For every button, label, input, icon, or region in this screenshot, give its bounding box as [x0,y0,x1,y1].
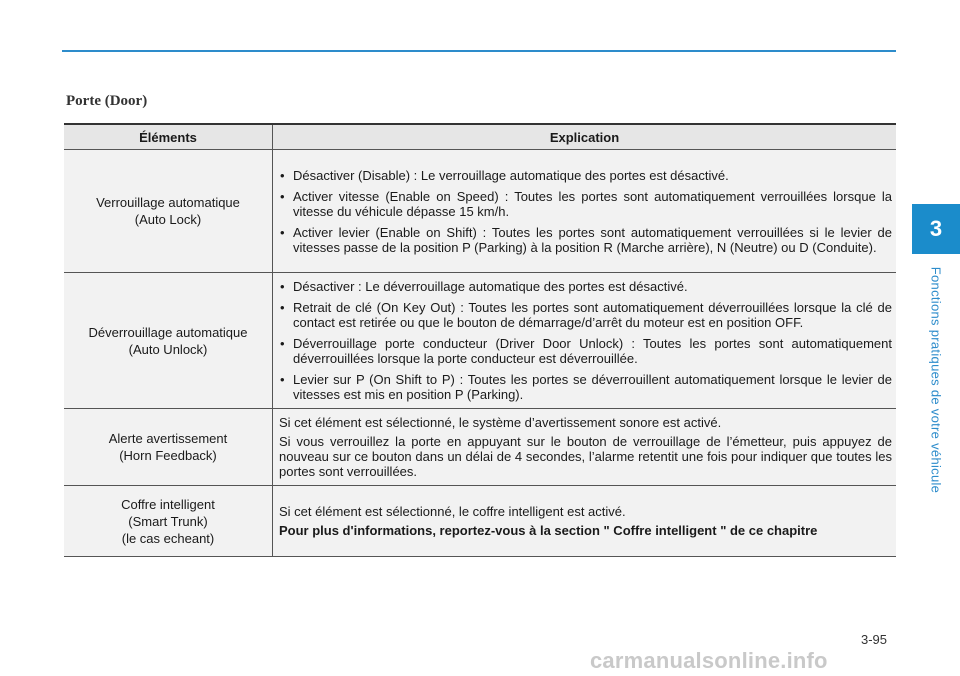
paragraph: Si cet élément est sélectionné, le coffre intelligent est activé. [279,504,626,519]
watermark: carmanualsonline.info [590,648,828,673]
paragraph: Si vous verrouillez la porte en appuyant sur le bouton de verrouillage de l’émetteur, puis appuyez de nouveau sur ce bouton dans un délai de 4 secondes, l’alarme retentit une fois pour indiquer que toutes les portes sont verrouillées. [279,434,892,479]
table-header-row [64,124,896,150]
chapter-tab: 3 [912,204,960,254]
element-name: Coffre intelligent [121,496,215,512]
element-cell [64,273,273,409]
paragraph: Si cet élément est sélectionné, le système d’avertissement sonore est activé. [279,415,722,430]
explication-cell [273,486,897,557]
bullet-item: • Levier sur P (On Shift to P) : Toutes les portes se déverrouillent automatiquement lorsque le levier de vitesses est mis en position P (Parking). [279,372,892,402]
table-row [64,486,896,557]
element-subname: (Smart Trunk) [128,513,208,529]
element-subname: (Auto Lock) [134,212,202,227]
bullet-item: • Retrait de clé (On Key Out) : Toutes les portes sont automatiquement déverrouillées lorsque la clé de contact est retirée ou que le bouton de démarrage/d’arrêt du moteur est en position OFF. [279,300,892,330]
cross-reference-note: Pour plus d'informations, reportez-vous à la section " Coffre intelligent " de ce chapitre [279,523,818,538]
settings-table [64,123,896,557]
explication-cell [273,150,897,273]
element-subname: (Horn Feedback) [119,448,217,463]
element-subname: (Auto Unlock) [128,341,208,357]
page-number: 3-95 [861,632,888,647]
element-cell [64,409,273,486]
bullet-item: • Déverrouillage porte conducteur (Driver Door Unlock) : Toutes les portes sont automatiquement déverrouillées lorsque la porte conducteur est déverrouillée. [279,336,892,366]
element-note: (le cas echeant) [121,530,215,546]
explication-cell [273,273,897,409]
bullet-item: • Désactiver (Disable) : Le verrouillage automatique des portes est désactivé. [279,168,892,183]
bullet-item: • Activer levier (Enable on Shift) : Toutes les portes sont automatiquement verrouillées si le levier de vitesses passe de la position P (Parking) à la position R (Marche arrière), N (Neutre) ou D (Conduite). [279,225,892,255]
explication-cell [273,409,897,486]
top-rule [62,50,896,52]
table-row [64,409,896,486]
column-header-explication: Explication [273,124,897,150]
bullet-item: • Activer vitesse (Enable on Speed) : Toutes les portes sont automatiquement verrouillées lorsque la vitesse du véhicule dépasse 15 km/h. [279,189,892,219]
table-row [64,273,896,409]
table-row [64,150,896,273]
element-name: Alerte avertissement [108,431,228,446]
bullet-item: • Désactiver : Le déverrouillage automatique des portes est désactivé. [279,279,892,294]
element-cell [64,486,273,557]
column-header-elements: Éléments [64,124,273,150]
section-title: Porte (Door) [66,93,148,109]
element-name: Déverrouillage automatique [88,324,248,340]
element-name: Verrouillage automatique [96,195,240,210]
element-cell [64,150,273,273]
chapter-label: Fonctions pratiques de votre véhicule [928,266,944,494]
